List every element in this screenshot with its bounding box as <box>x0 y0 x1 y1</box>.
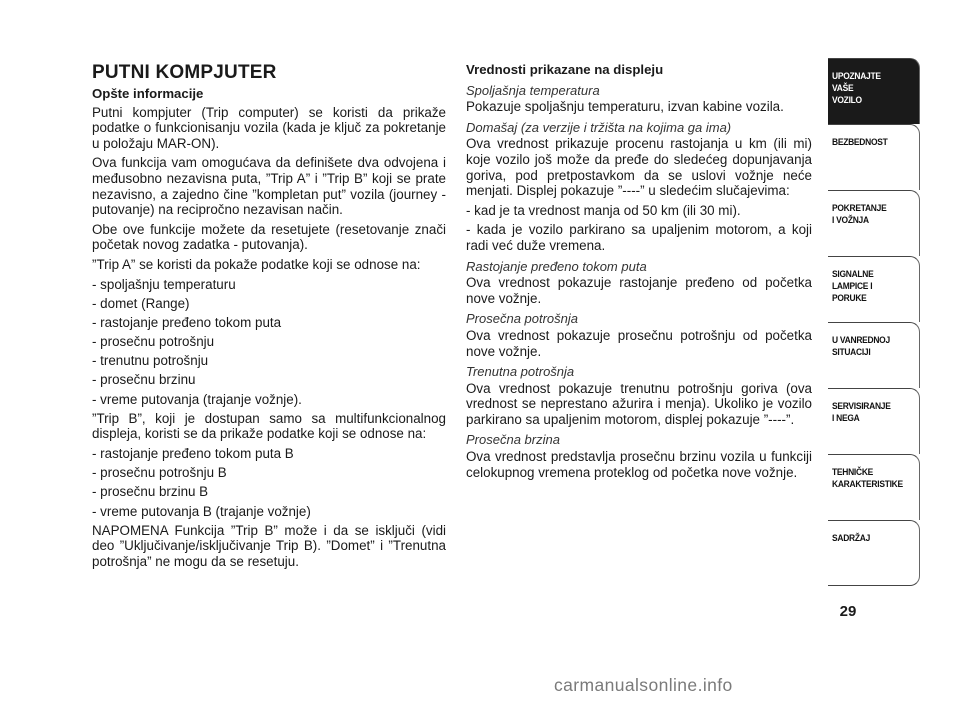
paragraph-trip-a: ”Trip A” se koristi da pokaže podatke koji se odnose na: <box>92 256 421 272</box>
tab-bezbednost[interactable] <box>828 124 920 190</box>
left-column <box>92 62 446 574</box>
range-condition-1: - kad je ta vrednost manja od 50 km (ili 30 mi). <box>466 202 741 218</box>
page-number: 29 <box>839 603 857 620</box>
tab-label: SERVISIRANJE I NEGA <box>832 401 891 424</box>
tab-label: U VANREDNOJ SITUACIJI <box>832 335 890 358</box>
paragraph-trip-b: ”Trip B”, koji je dostupan samo sa multifunkcionalnog displeja, koristi se da prikaže podatke koji se odnose na: <box>92 410 446 442</box>
tab-label: POKRETANJE I VOŽNJA <box>832 203 887 226</box>
tab-label: UPOZNAJTE VAŠE VOZILO <box>832 71 881 106</box>
item-title-trip-distance: Rastojanje pređeno tokom puta <box>466 258 647 274</box>
display-values-heading: Vrednosti prikazane na displeju <box>466 62 664 77</box>
item-title-average-speed: Prosečna brzina <box>466 432 560 448</box>
tab-label: BEZBEDNOST <box>832 137 888 148</box>
list-item: - vreme putovanja B (trajanje vožnje) <box>92 503 311 519</box>
item-title-average-consumption: Prosečna potrošnja <box>466 311 579 327</box>
right-column <box>466 62 812 484</box>
list-item: - spoljašnju temperaturu <box>92 276 236 292</box>
tab-signalne-lampice[interactable] <box>828 256 920 322</box>
tab-pokretanje-i-voznja[interactable] <box>828 190 920 256</box>
watermark: carmanualsonline.info <box>554 675 733 695</box>
list-item: - vreme putovanja (trajanje vožnje). <box>92 391 302 407</box>
tab-sadrzaj[interactable] <box>828 520 920 586</box>
tab-label: SIGNALNE LAMPICE I PORUKE <box>832 269 874 304</box>
item-text-trip-distance: Ova vrednost pokazuje rastojanje pređeno od početka nove vožnje. <box>466 275 812 306</box>
tab-label: TEHNIČKE KARAKTERISTIKE <box>832 467 903 490</box>
note-paragraph: NAPOMENA Funkcija ”Trip B” može i da se isključi (vidi deo ”Uključivanje/isključivanje Trip B). ”Domet” i ”Trenutna potrošnja” ne mogu da se resetuju. <box>92 522 446 569</box>
tab-upoznajte-vase-vozilo[interactable] <box>828 58 920 124</box>
list-item: - prosečnu potrošnju B <box>92 465 227 481</box>
tab-servisiranje-i-nega[interactable] <box>828 388 920 454</box>
tab-tehnicke-karakteristike[interactable] <box>828 454 920 520</box>
paragraph-trips: Ova funkcija vam omogućava da definišete dva odvojena i međusobno nezavisna puta, ”Trip A” i ”Trip B” koji se prate nezavisno, a zajedno čine ”kompletan put” vozila (journey - putovanje) na recipročno nezavisan način. <box>92 155 446 218</box>
list-item: - trenutnu potrošnju <box>92 353 209 369</box>
range-condition-2: - kada je vozilo parkirano sa upaljenim motorom, a koji radi već duže vremena. <box>466 222 812 253</box>
item-title-current-consumption: Trenutna potrošnja <box>466 364 575 380</box>
item-title-range: Domašaj (za verzije i tržišta na kojima ga ima) <box>466 119 732 135</box>
list-item: - prosečnu brzinu <box>92 372 196 388</box>
item-text-average-consumption: Ova vrednost pokazuje prosečnu potrošnju od početka nove vožnje. <box>466 327 812 359</box>
chapter-tabs-sidebar <box>828 58 920 586</box>
tab-u-vanrednoj-situaciji[interactable] <box>828 322 920 388</box>
item-text-outside-temperature: Pokazuje spoljašnju temperaturu, izvan kabine vozila. <box>466 99 784 115</box>
list-item: - prosečnu brzinu B <box>92 484 209 500</box>
paragraph-intro: Putni kompjuter (Trip computer) se koristi da prikaže podatke o funkcionisanju vozila (kada je ključ za pokretanje u položaju MAR-ON). <box>92 104 446 151</box>
list-item: - prosečnu potrošnju <box>92 334 215 350</box>
item-text-current-consumption: Ova vrednost pokazuje trenutnu potrošnju goriva (ova vrednost se neprestano ažurira i menja). Ukoliko je vozilo parkirano sa upaljenim motorom, displej pokazuje ”----”. <box>466 380 812 427</box>
section-subtitle: Opšte informacije <box>92 86 204 101</box>
list-item: - domet (Range) <box>92 295 190 311</box>
list-item: - rastojanje pređeno tokom puta <box>92 314 282 330</box>
item-text-average-speed: Ova vrednost predstavlja prosečnu brzinu vozila u funkciji celokupnog vremena proteklog od početka nove vožnje. <box>466 449 812 480</box>
tab-label: SADRŽAJ <box>832 533 871 544</box>
paragraph-reset: Obe ove funkcije možete da resetujete (resetovanje znači početak novog zadatka - putovanja). <box>92 221 446 253</box>
list-item: - rastojanje pređeno tokom puta B <box>92 446 294 462</box>
item-title-outside-temperature: Spoljašnja temperatura <box>466 82 600 98</box>
page-title: PUTNI KOMPJUTER <box>92 62 277 83</box>
item-text-range: Ova vrednost prikazuje procenu rastojanja u km (ili mi) koje vozilo još može da pređe do sledećeg dopunjavanja goriva, pod pretpostavkom da se uslovi vožnje neće menjati. Displej pokazuje ”----” u sledećim slučajevima: <box>466 136 812 199</box>
